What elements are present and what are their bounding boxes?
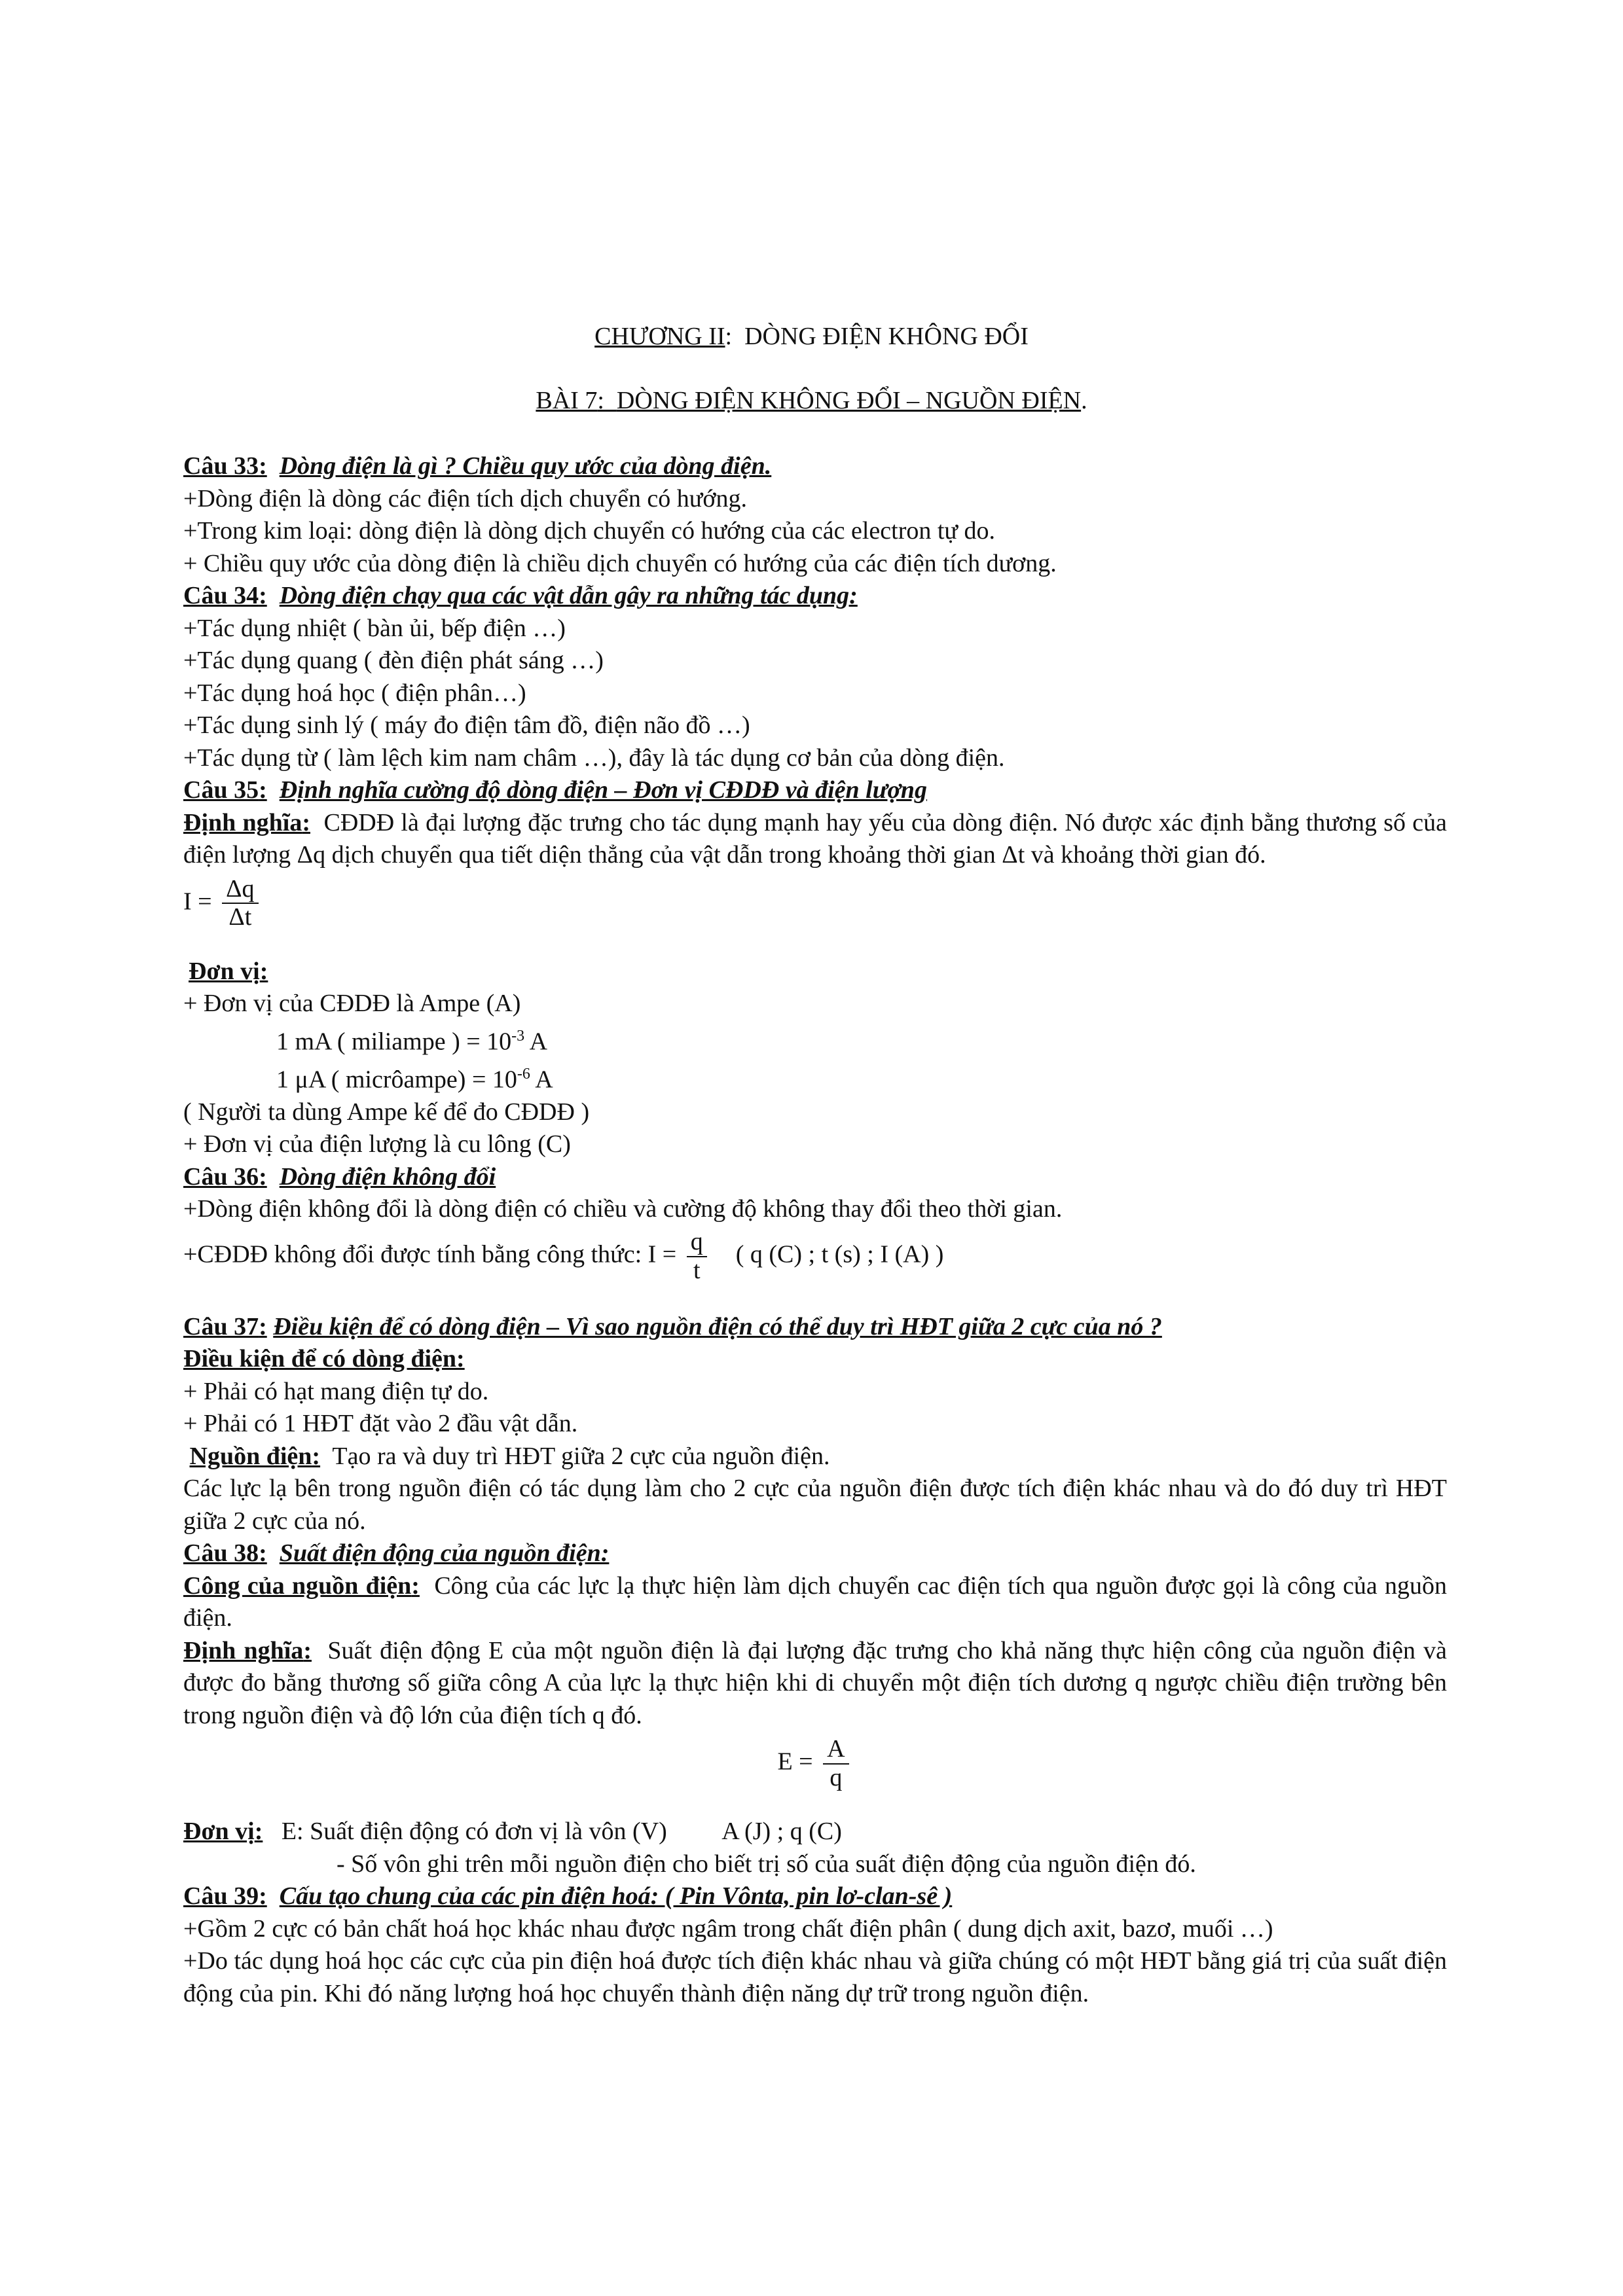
q38-unit-note: - Số vôn ghi trên mỗi nguồn điện cho biết trị số của suất điện động của nguồn điện đó. (337, 1850, 1196, 1878)
q35-note: ( Người ta dùng Ampe kế để đo CĐDĐ ) (183, 1098, 590, 1126)
question-38-heading: Câu 38: Suất điện động của nguồn điện: (183, 1539, 610, 1568)
q34-line-5: +Tác dụng từ ( làm lệch kim nam châm …), đây là tác dụng cơ bản của dòng điện. (183, 744, 1005, 772)
q37-condition-heading (183, 1343, 1447, 1376)
q38-definition-text: Suất điện động E của một nguồn điện là đại lượng đặc trưng cho khả năng thực hiện công của nguồn điện và được đo bằng thương số giữa công A của lực lạ thực hiện khi di chuyển một điện tích dương q ngược chiều điện trường bên trong nguồn điện và độ lớn của điện tích q đó. (183, 1636, 1448, 1729)
q35-definition-text: CĐDĐ là đại lượng đặc trưng cho tác dụng mạnh hay yếu của dòng điện. Nó được xác định bằng thương số của điện lượng Δq dịch chuyển qua tiết diện thẳng của vật dẫn trong khoảng thời gian Δt và khoảng thời gian đó. (183, 808, 1448, 869)
q37-condition-label: Điều kiện để có dòng điện: (183, 1345, 465, 1373)
q38-definition: Định nghĩa: Suất điện động E của một nguồn điện là đại lượng đặc trưng cho khả năng thực hiện công của nguồn điện và được đo bằng thương số giữa công A của lực lạ thực hiện khi di chuyển một điện tích dương q ngược chiều điện trường bên trong nguồn điện và độ lớn của điện tích q đó. (183, 1636, 1448, 1729)
q35-definition: Định nghĩa: CĐDĐ là đại lượng đặc trưng cho tác dụng mạnh hay yếu của dòng điện. Nó được xác định bằng thương số của điện lượng Δq dịch chuyển qua tiết diện thẳng của vật dẫn trong khoảng thời gian Δt và khoảng thời gian đó. (183, 808, 1448, 869)
current-formula-denominator: Δt (228, 903, 252, 931)
current-formula-fraction (222, 876, 258, 932)
q38-unit: Đơn vị: E: Suất điện động có đơn vị là vôn (V) A (J) ; q (C) (183, 1818, 842, 1846)
q35-unit-label: Đơn vị (189, 957, 260, 985)
question-33-title: Dòng điện là gì ? Chiều quy ước của dòng điện. (279, 452, 772, 480)
question-33-heading: Câu 33: Dòng điện là gì ? Chiều quy ước của dòng điện. (183, 452, 772, 480)
question-37-label: Câu 37 (183, 1312, 259, 1340)
current-formula-numerator: Δq (226, 874, 255, 903)
q35-unit-line-1: + Đơn vị của CĐDĐ là Ampe (A) (183, 990, 521, 1017)
q36-formula-text: +CĐDĐ không đổi được tính bằng công thức: I = (183, 1240, 677, 1268)
q35-definition-label: Định nghĩa (183, 808, 302, 836)
emf-formula-numerator: A (827, 1735, 845, 1763)
q38-work-label: Công của nguồn điện (183, 1571, 412, 1600)
question-38-title: Suất điện động của nguồn điện: (279, 1539, 610, 1568)
q37-source: Nguồn điện: Tạo ra và duy trì HĐT giữa 2 cực của nguồn điện. (189, 1442, 830, 1470)
question-36-label: Câu 36 (183, 1162, 259, 1191)
document-body (183, 450, 1447, 2010)
q35-microampere (183, 1058, 1447, 1096)
q33-line-2: +Trong kim loại: dòng điện là dòng dịch chuyển có hướng của các electron tự do. (183, 517, 996, 545)
q33-line-1: +Dòng điện là dòng các điện tích dịch chuyển có hướng. (183, 484, 747, 512)
q36-formula-units: ( q (C) ; t (s) ; I (A) ) (735, 1240, 944, 1268)
q39-line-2: +Do tác dụng hoá học các cực của pin điện hoá được tích điện khác nhau và giữa chúng có một HĐT bằng giá trị của suất điện động của pin. Khi đó năng lượng hoá học chuyển thành điện năng dự trữ trong nguồn điện. (183, 1947, 1447, 2007)
q36-line-1: +Dòng điện không đổi là dòng điện có chiều và cường độ không thay đổi theo thời gian. (183, 1195, 1063, 1223)
q37-condition-1: + Phải có hạt mang điện tự do. (183, 1377, 489, 1405)
q34-line-1: +Tác dụng nhiệt ( bàn ủi, bếp điện …) (183, 614, 566, 642)
emf-formula-lhs: E = (777, 1748, 813, 1776)
q35-milliampere (183, 1020, 1447, 1058)
question-39-title: Cấu tạo chung của các pin điện hoá: ( Pin Vônta, pin lơ-clan-sê ) (279, 1882, 953, 1910)
q37-paragraph: Các lực lạ bên trong nguồn điện có tác dụng làm cho 2 cực của nguồn điện được tích điện khác nhau và do đó duy trì HĐT giữa 2 cực của nó. (183, 1475, 1447, 1535)
chapter-label: CHƯƠNG II (594, 323, 725, 350)
question-34-heading: Câu 34: Dòng điện chạy qua các vật dẫn gây ra những tác dụng: (183, 582, 858, 609)
question-38-label: Câu 38 (183, 1539, 259, 1568)
lesson-title: BÀI 7: DÒNG ĐIỆN KHÔNG ĐỔI – NGUỒN ĐIỆN. (536, 387, 1087, 414)
q38-unit-text: E: Suất điện động có đơn vị là vôn (V) (281, 1818, 667, 1846)
q33-line-3: + Chiều quy ước của dòng điện là chiều dịch chuyển có hướng của các điện tích dương. (183, 549, 1057, 577)
q38-unit-label: Đơn vị (183, 1818, 255, 1846)
current-formula-lhs: I = (183, 888, 212, 916)
question-34-title: Dòng điện chạy qua các vật dẫn gây ra những tác dụng: (279, 582, 858, 609)
lesson-label: BÀI 7 (536, 387, 598, 414)
lesson-name: DÒNG ĐIỆN KHÔNG ĐỔI – NGUỒN ĐIỆN (616, 387, 1082, 414)
question-39-heading: Câu 39: Cấu tạo chung của các pin điện hoá: ( Pin Vônta, pin lơ-clan-sê ) (183, 1882, 953, 1910)
question-36-title: Dòng điện không đổi (279, 1162, 496, 1191)
q36-formula-line (183, 1229, 1447, 1291)
question-34-label: Câu 34 (183, 582, 259, 609)
q38-work: Công của nguồn điện: Công của các lực lạ thực hiện làm dịch chuyển cac điện tích qua nguồn được gọi là công của nguồn điện. (183, 1571, 1447, 1632)
question-36-heading: Câu 36: Dòng điện không đổi (183, 1162, 496, 1191)
chapter-name: DÒNG ĐIỆN KHÔNG ĐỔI (744, 323, 1029, 350)
milliampere-text: 1 mA ( miliampe ) = 10 (276, 1028, 512, 1056)
q38-definition-label: Định nghĩa (183, 1636, 304, 1664)
microampere-unit: A (530, 1066, 553, 1094)
q38-unit-extra: A (J) ; q (C) (721, 1818, 842, 1846)
question-37-heading: Câu 37: Điều kiện để có dòng điện – Vì sao nguồn điện có thể duy trì HĐT giữa 2 cực của nó ? (183, 1312, 1162, 1340)
current-formula (183, 876, 1447, 953)
question-37-title: Điều kiện để có dòng điện – Vì sao nguồn điện có thể duy trì HĐT giữa 2 cực của nó ? (273, 1312, 1162, 1340)
milliampere-unit: A (524, 1028, 548, 1056)
microampere-text: 1 μA ( micrôampe) = 10 (276, 1066, 517, 1094)
q35-charge-unit: + Đơn vị của điện lượng là cu lông (C) (183, 1130, 571, 1158)
emf-formula-denominator: q (830, 1764, 843, 1792)
q34-line-2: +Tác dụng quang ( đèn điện phát sáng …) (183, 647, 604, 674)
q36-formula-fraction (687, 1229, 707, 1285)
q34-line-4: +Tác dụng sinh lý ( máy đo điện tâm đồ, điện não đồ …) (183, 711, 750, 739)
milliampere-exponent: -3 (511, 1027, 525, 1045)
emf-formula (183, 1736, 1447, 1813)
q36-formula-denominator: t (693, 1256, 701, 1284)
q37-condition-2: + Phải có 1 HĐT đặt vào 2 đầu vật dẫn. (183, 1410, 578, 1438)
q36-formula-numerator: q (690, 1227, 703, 1255)
q37-source-label: Nguồn điện (189, 1442, 312, 1470)
q39-line-1: +Gồm 2 cực có bản chất hoá học khác nhau được ngâm trong chất điện phân ( dung dịch axit, bazơ, muối …) (183, 1914, 1273, 1943)
q35-unit-heading: Đơn vị: (183, 956, 1447, 988)
q34-line-3: +Tác dụng hoá học ( điện phân…) (183, 679, 526, 707)
emf-formula-fraction (823, 1736, 848, 1792)
chapter-title: CHƯƠNG II: DÒNG ĐIỆN KHÔNG ĐỔI (594, 323, 1029, 350)
q38-work-text: Công của các lực lạ thực hiện làm dịch chuyển cac điện tích qua nguồn được gọi là công của nguồn điện. (183, 1571, 1447, 1632)
question-39-label: Câu 39 (183, 1882, 259, 1910)
microampere-exponent: -6 (517, 1065, 530, 1083)
question-35-label: Câu 35 (183, 776, 259, 804)
question-35-title: Định nghĩa cường độ dòng điện – Đơn vị CĐDĐ và điện lượng (279, 776, 928, 804)
q37-source-text: Tạo ra và duy trì HĐT giữa 2 cực của nguồn điện. (332, 1442, 830, 1470)
question-33-label: Câu 33 (183, 452, 259, 480)
question-35-heading: Câu 35: Định nghĩa cường độ dòng điện – Đơn vị CĐDĐ và điện lượng (183, 776, 928, 804)
